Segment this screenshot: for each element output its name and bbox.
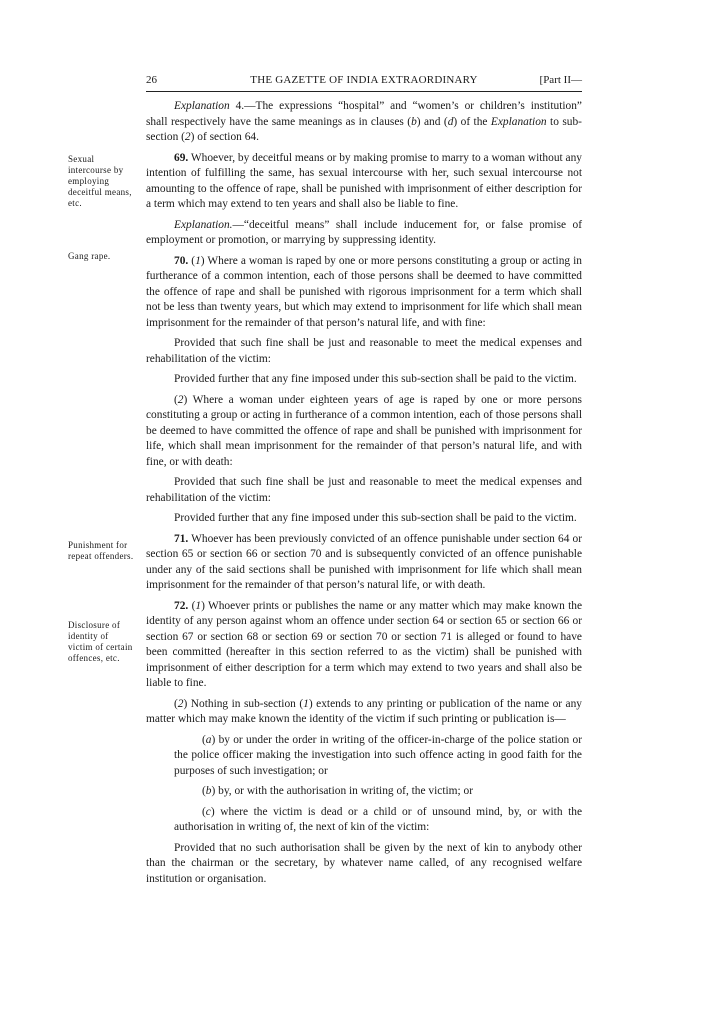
clause-a: (a) by or under the order in writing of the officer-in-charge of the police station or the police officer making the investigation into such offence acting in good faith for the purposes of such investigation; or [174, 733, 582, 777]
proviso: Provided that no such authorisation shall be given by the next of kin to anybody other than the chairman or the secretary, by whatever name called, of any recognised welfare institution or organisation. [146, 841, 582, 885]
section-72-2: (2) Nothing in sub-section (1) extends to any printing or publication of the name or any matter which may make known the identity of the victim if such printing or publication is— [146, 697, 583, 725]
explanation-4: Explanation 4.—The expressions “hospital” and “women’s or children’s institution” shall respectively have the same meanings as in clauses (b) and (d) of the Explanation to sub-section (2) of section 64. [146, 100, 582, 143]
section-69: 69. Whoever, by deceitful means or by making promise to marry to a woman without any intention of fulfilling the same, has sexual intercourse with her, such sexual intercourse not amounting to the offence of rape, shall be punished with imprisonment of either description for a term which may extend to ten years and shall also be liable to fine. [146, 151, 582, 210]
clause-c: (c) where the victim is dead or a child or of unsound mind, by, or with the authorisation in writing of, the next of kin of the victim: [174, 805, 582, 833]
section-71: 71. Whoever has been previously convicted of an offence punishable under section 64 or section 65 or section 66 or section 70 and is subsequently convicted of an offence punishable under any of the said sections shall be punished with imprisonment for life which shall mean imprisonment for the remainder of that person’s natural life, or with death. [146, 532, 582, 591]
gazette-body [146, 99, 582, 892]
section-number: 70. [174, 254, 189, 267]
section-72-1: 72. (1) Whoever prints or publishes the name or any matter which may make known the identity of any person against whom an offence under section 64 or section 65 or section 66 or section 67 or section 68 or section 69 or section 70 or section 71 is alleged or found to have been committed (hereafter in this section referred to as the victim) shall be punished with imprisonment of either description for a term which may extend to two years and shall also be liable to fine. [146, 599, 582, 689]
page-number: 26 [146, 74, 157, 86]
header-rule [146, 91, 582, 92]
margin-note-71: Punishment for repeat offenders. [68, 540, 134, 561]
proviso: Provided that such fine shall be just and reasonable to meet the medical expenses and rehabilitation of the victim: [146, 476, 582, 504]
margin-note-72: Disclosure of identity of victim of certain offences, etc. [68, 620, 133, 663]
section-number: 71. [174, 532, 189, 545]
section-number: 72. [174, 599, 189, 612]
section-69-explanation: Explanation.—“deceitful means” shall include inducement for, or false promise of employment or promotion, or marrying by suppressing identity. [146, 218, 582, 246]
section-70-1: 70. (1) Where a woman is raped by one or more persons constituting a group or acting in furtherance of a common intention, each of those persons shall be deemed to have committed the offence of rape and shall be punished with rigorous imprisonment for a term which shall not be less than twenty years, but which may extend to imprisonment for life which shall mean imprisonment for the remainder of that person’s natural life, and with fine: [146, 254, 582, 329]
proviso: Provided that such fine shall be just and reasonable to meet the medical expenses and rehabilitation of the victim: [146, 337, 582, 365]
page-header [146, 74, 582, 90]
gazette-title: THE GAZETTE OF INDIA EXTRAORDINARY [250, 74, 478, 86]
proviso: Provided further that any fine imposed under this sub-section shall be paid to the victim. [174, 512, 577, 524]
margin-note-70: Gang rape. [68, 251, 111, 261]
proviso: Provided further that any fine imposed under this sub-section shall be paid to the victim. [174, 373, 577, 385]
clause-b: (b) by, or with the authorisation in writing of, the victim; or [202, 785, 474, 797]
margin-note-69: Sexual intercourse by employing deceitful means, etc. [68, 154, 132, 208]
section-70-2: (2) Where a woman under eighteen years of age is raped by one or more persons constituting a group or acting in furtherance of a common intention, each of those persons shall be deemed to have committed the offence of rape and shall be punished with imprisonment for life, which shall mean imprisonment for the remainder of that person’s natural life, and with fine, or with death: [146, 393, 582, 468]
section-number: 69. [174, 151, 189, 164]
part-label: [Part II— [539, 74, 582, 86]
